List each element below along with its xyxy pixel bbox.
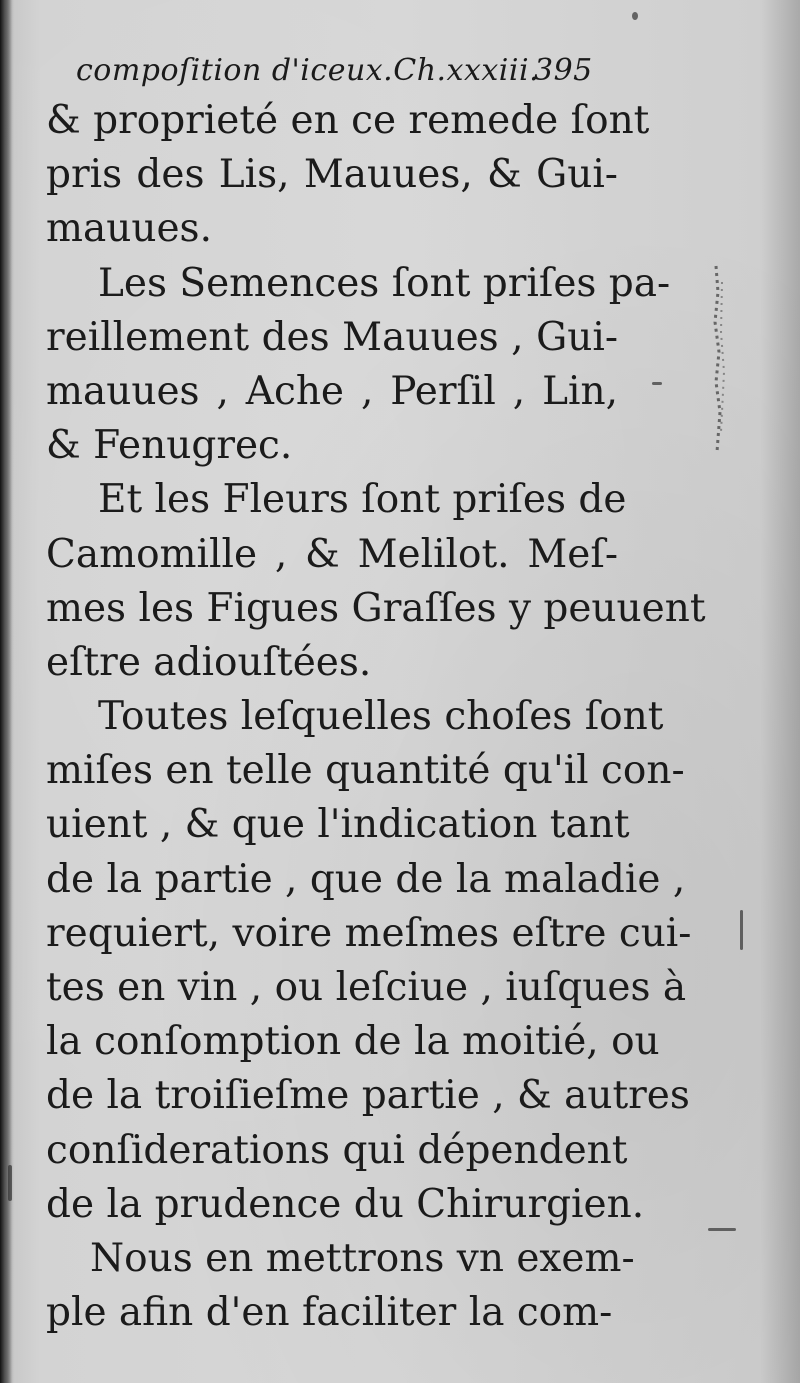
text-line: reillement des Mauues , Gui- (46, 314, 618, 360)
text-line: mauues , Ache , Perſil , Lin, (46, 368, 618, 414)
text-line: tes en vin , ou leſciue , iuſques à (46, 965, 687, 1010)
text-line: eſtre adiouſtées. (46, 639, 372, 685)
paragraph-first-line: Et les Fleurs ſont priſes de (98, 477, 627, 523)
text-line: mes les Figues Graſſes y peuuent (46, 585, 706, 631)
text-block (46, 48, 706, 1340)
text-line: la conſomption de la moitié, ou (46, 1019, 660, 1065)
text-line: mauues. (46, 206, 212, 252)
text-line: de la troiſieſme partie , & autres (46, 1073, 690, 1119)
paper-speck (8, 1165, 12, 1201)
running-head-chapter: Ch.xxxiii. (393, 53, 540, 88)
bleed-through-mark (706, 262, 730, 462)
paper-speck (708, 1228, 736, 1231)
page-number: 395 (534, 53, 593, 88)
paragraph-first-line: Les Semences ſont priſes pa- (98, 260, 671, 306)
text-line: pris des Lis, Mauues, & Gui- (46, 152, 618, 198)
text-line: de la prudence du Chirurgien. (46, 1181, 645, 1227)
running-head-title: compoſition d'iceux. (76, 53, 394, 88)
text-line: conſiderations qui dépendent (46, 1127, 628, 1173)
paper-speck (652, 382, 662, 385)
text-line: de la partie , que de la maladie , (46, 856, 686, 902)
text-line: Camomille , & Melilot. Meſ- (46, 531, 618, 577)
paper-speck (632, 12, 638, 20)
text-line: & Fenugrec. (46, 423, 293, 469)
paragraph-first-line: Nous en mettrons vn exem- (90, 1235, 635, 1281)
text-line: miſes en telle quantité qu'il con- (46, 748, 685, 794)
text-line: ple afin d'en faciliter la com- (46, 1290, 613, 1336)
text-line: & proprieté en ce remede ſont (46, 98, 650, 143)
text-line: requiert, voire meſmes eſtre cui- (46, 910, 692, 956)
text-line: uient , & que l'indication tant (46, 802, 630, 848)
paragraph-first-line: Toutes leſquelles choſes ſont (98, 694, 664, 740)
paper-speck (740, 910, 743, 950)
running-head (46, 48, 618, 94)
